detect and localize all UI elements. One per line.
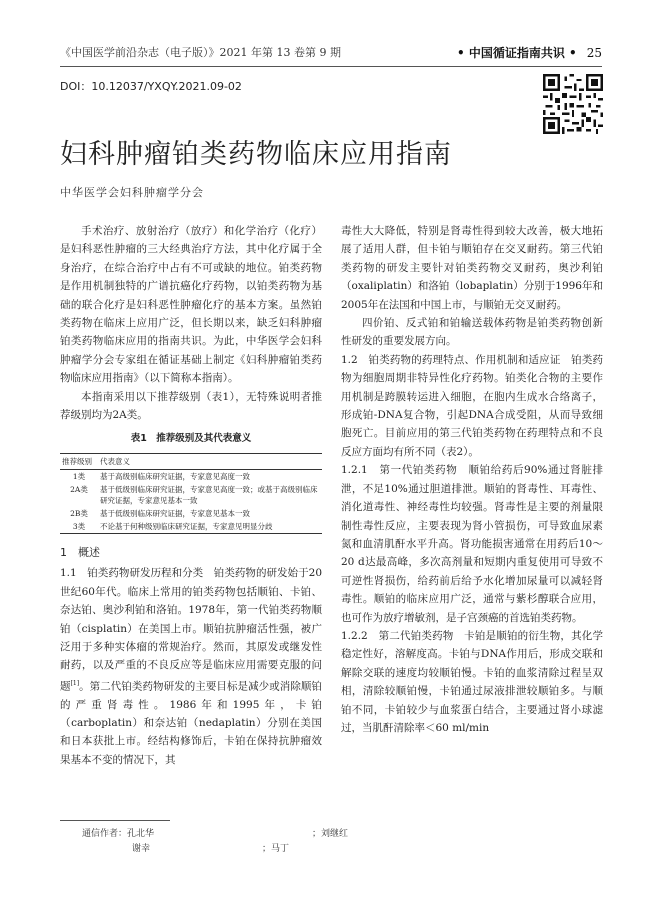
corresponding-author-1: 通信作者：孔北华 — [82, 829, 155, 839]
section-header — [457, 44, 602, 61]
table-cell-desc: 不论基于何种级别临床研究证据，专家意见明显分歧 — [98, 520, 322, 534]
corresponding-author-3: 谢幸 — [132, 844, 151, 854]
page-number: 25 — [586, 46, 602, 60]
section-heading-1-1: 1.1 铂类药物研发历程和分类 — [60, 567, 204, 580]
table-row — [60, 483, 322, 507]
table-cell-level: 1类 — [72, 471, 86, 481]
table-cell-desc: 基于低级别临床研究证据，专家意见基本一致 — [100, 508, 250, 518]
section-1-2-2-text: 卡铂是顺铂的衍生物，其化学稳定性好，溶解度高。卡铂与DNA作用后，形成交联和解除交联的速度均较顺铂慢。卡铂的血浆清除过程呈双相，清除较顺铂慢，卡铂通过尿液排泄较顺铂多。与顺铂不同，卡铂较少与血浆蛋白结合，主要通过肾小球滤过，当肌酐清除率＜60 ml/min — [341, 629, 604, 734]
header-rule — [60, 66, 602, 67]
corresponding-author-4: ；马丁 — [262, 844, 290, 854]
table-row — [60, 469, 322, 483]
journal-header: 《中国医学前沿杂志（电子版）》2021 年第 13 卷第 9 期 — [60, 46, 341, 59]
table-cell-level: 3类 — [60, 520, 98, 534]
doi[interactable]: DOI：10.12037/YXQY.2021.09-02 — [60, 80, 242, 93]
table-cell-desc: 基于低级别临床研究证据，专家意见高度一致；或基于高级别临床研究证据，专家意见基本一致 — [100, 484, 318, 505]
section-1-2-2-paragraph — [341, 627, 603, 737]
table-cell-level: 2B类 — [70, 508, 88, 518]
section-1-1-text-tail: 。第二代铂类药物研发的主要目标是减少或消除顺铂的严重肾毒性。1986年和1995年，卡铂（carboplatin）和奈达铂（nedaplatin）分别在美国和日本获批上市。经结构修饰后，卡铂在保持抗肿瘤效果基本不变的情况下，其 — [60, 680, 322, 766]
table-header: 代表意义 — [98, 453, 322, 469]
continued-paragraph: 毒性大大降低，特别是肾毒性得到较大改善，极大地拓展了适用人群，但卡铂与顺铂存在交叉耐药。第三代铂类药物的研发主要针对铂类药物交叉耐药，奥沙利铂（oxaliplatin）和洛铂（lobaplatin）分别于1996年和2005年在法国和中国上市，与顺铂无交叉耐药。 — [341, 225, 603, 311]
corresponding-author-2: ；刘继红 — [312, 829, 349, 839]
section-heading-1-2-1: 1.2.1 第一代铂类药物 — [341, 464, 458, 477]
development-paragraph: 四价铂、反式铂和铂输送载体药物是铂类药物创新性研发的重要发展方向。 — [341, 317, 603, 348]
table-row — [60, 507, 322, 520]
table-header: 推荐级别 — [60, 453, 98, 469]
section-label: • 中国循证指南共识 • — [457, 46, 577, 60]
reference-link[interactable]: [1] — [70, 679, 80, 687]
section-1-2-1-paragraph — [341, 461, 603, 627]
section-1-2-paragraph — [341, 351, 603, 461]
section-1-2-text: 铂类药物为细胞周期非特异性化疗药物。铂类化合物的主要作用机制是跨膜转运进入细胞，在胞内生成水合络离子，形成铂-DNA复合物，引起DNA合成受阻，从而导致细胞死亡。目前应用的第三代铂类药物在药理特点和不良反应方面均有所不同（表2）。 — [341, 353, 604, 458]
left-column — [60, 222, 322, 769]
section-heading-1-2: 1.2 铂类药物的药理特点、作用机制和适应证 — [341, 353, 561, 366]
table-cell-desc: 基于高级别临床研究证据，专家意见高度一致 — [100, 471, 250, 481]
article-title: 妇科肿瘤铂类药物临床应用指南 — [60, 139, 452, 170]
section-heading-1: 1 概述 — [60, 545, 100, 559]
section-1-1-text: 铂类药物的研发始于20世纪60年代。临床上常用的铂类药物包括顺铂、卡铂、奈达铂、奥沙利铂和洛铂。1978年，第一代铂类药物顺铂（cisplatin）在美国上市。顺铂抗肿瘤活性强，被广泛用于多种实体瘤的常规治疗。然而，其原发或继发性耐药，以及严重的不良反应等是临床应用需要克服的问题 — [60, 567, 323, 693]
footnote-rule — [60, 820, 170, 821]
qr-code-icon — [543, 74, 603, 134]
table-cell-level: 2A类 — [70, 484, 88, 494]
section-heading-1-2-2: 1.2.2 第二代铂类药物 — [341, 629, 454, 642]
right-column — [341, 222, 603, 737]
author-line: 中华医学会妇科肿瘤学分会 — [60, 186, 204, 199]
table-row — [60, 520, 322, 534]
table-caption: 表1 推荐级别及其代表意义 — [130, 433, 252, 445]
section-1-2-1-text: 顺铂给药后90%通过肾脏排泄，不足10%通过胆道排泄。顺铂的肾毒性、耳毒性、消化道毒性、神经毒性均较强。肾毒性是主要的剂量限制性毒性反应，主要表现为肾小管损伤，可导致血尿素氮和血清肌酐水平升高。肾功能损害通常在用药后10～20 d达最高峰，多次高剂量和短期内重复使用可导致不可逆性肾损伤，给药前后给予水化增加尿量可以减轻肾毒性。顺铂的临床应用广泛，通常与紫杉醇联合应用，也可作为放疗增敏剂，是子宫颈癌的首选铂类药物。 — [341, 464, 604, 624]
section-1-1-paragraph — [60, 564, 322, 769]
intro-paragraph: 手术治疗、放射治疗（放疗）和化学治疗（化疗）是妇科恶性肿瘤的三大经典治疗方法，其中化疗属于全身治疗，在综合治疗中占有不可或缺的地位。铂类药物是作用机制独特的广谱抗癌化疗药物，以铂类药物为基础的联合化疗是妇科恶性肿瘤化疗的基本方案。虽然铂类药物在临床上应用广泛，但长期以来，缺乏妇科肿瘤铂类药物临床应用的指南共识。为此，中华医学会妇科肿瘤学分会专家组在循证基础上制定《妇科肿瘤铂类药物临床应用指南》（以下简称本指南）。 — [60, 225, 322, 385]
recommendation-table — [60, 453, 322, 534]
recommendation-paragraph: 本指南采用以下推荐级别（表1），无特殊说明者推荐级别均为2A类。 — [60, 390, 322, 422]
